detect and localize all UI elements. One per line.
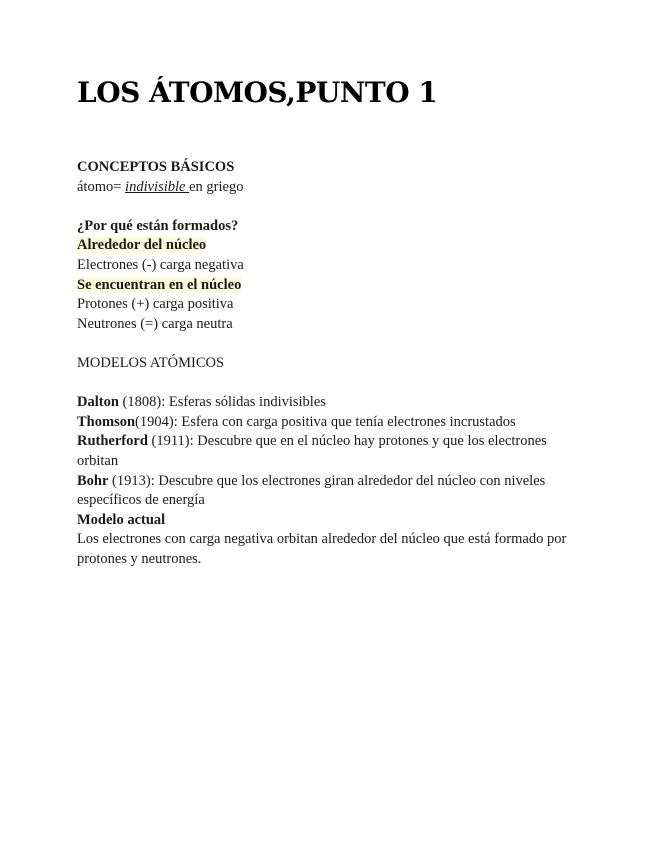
thomson-name: Thomson (77, 413, 136, 430)
atomo-term: indivisible (125, 178, 190, 195)
modelo-actual-text: Los electrones con carga negativa orbitan alrededor del núcleo que está formado por protones y neutrones. (77, 531, 567, 567)
rutherford-entry (77, 432, 572, 471)
formados-question: ¿Por qué están formados? (77, 217, 239, 234)
rutherford-text: (1911): Descubre que en el núcleo hay protones y que los electrones orbitan (77, 433, 547, 469)
electrones-line: Electrones (-) carga negativa (77, 256, 244, 273)
spacer (77, 374, 572, 394)
atomo-suffix: en griego (189, 178, 244, 195)
neutrones-line: Neutrones (=) carga neutra (77, 315, 233, 332)
spacer (77, 334, 572, 354)
bohr-entry (77, 472, 572, 511)
nucleo-heading: Se encuentran en el núcleo (77, 276, 242, 293)
atomo-prefix: átomo= (77, 178, 126, 195)
protones-line: Protones (+) carga positiva (77, 296, 234, 313)
dalton-name: Dalton (77, 394, 119, 411)
modelo-actual-heading: Modelo actual (77, 511, 166, 528)
spacer (77, 197, 572, 217)
alrededor-heading: Alrededor del núcleo (77, 237, 207, 254)
rutherford-name: Rutherford (77, 433, 148, 450)
dalton-text: (1808): Esferas sólidas indivisibles (118, 394, 326, 411)
thomson-entry (77, 413, 572, 433)
page-title: LOS ÁTOMOS,PUNTO 1 (77, 76, 438, 109)
document-body (77, 158, 572, 569)
thomson-text: (1904): Esfera con carga positiva que tenía electrones incrustados (135, 413, 516, 430)
dalton-entry (77, 393, 572, 413)
atomo-definition (77, 178, 572, 198)
modelos-heading: MODELOS ATÓMICOS (77, 354, 225, 371)
bohr-name: Bohr (77, 472, 109, 489)
bohr-text: (1913): Descubre que los electrones giran alrededor del núcleo con niveles específicos de energía (77, 472, 546, 509)
conceptos-heading: CONCEPTOS BÁSICOS (77, 159, 235, 175)
